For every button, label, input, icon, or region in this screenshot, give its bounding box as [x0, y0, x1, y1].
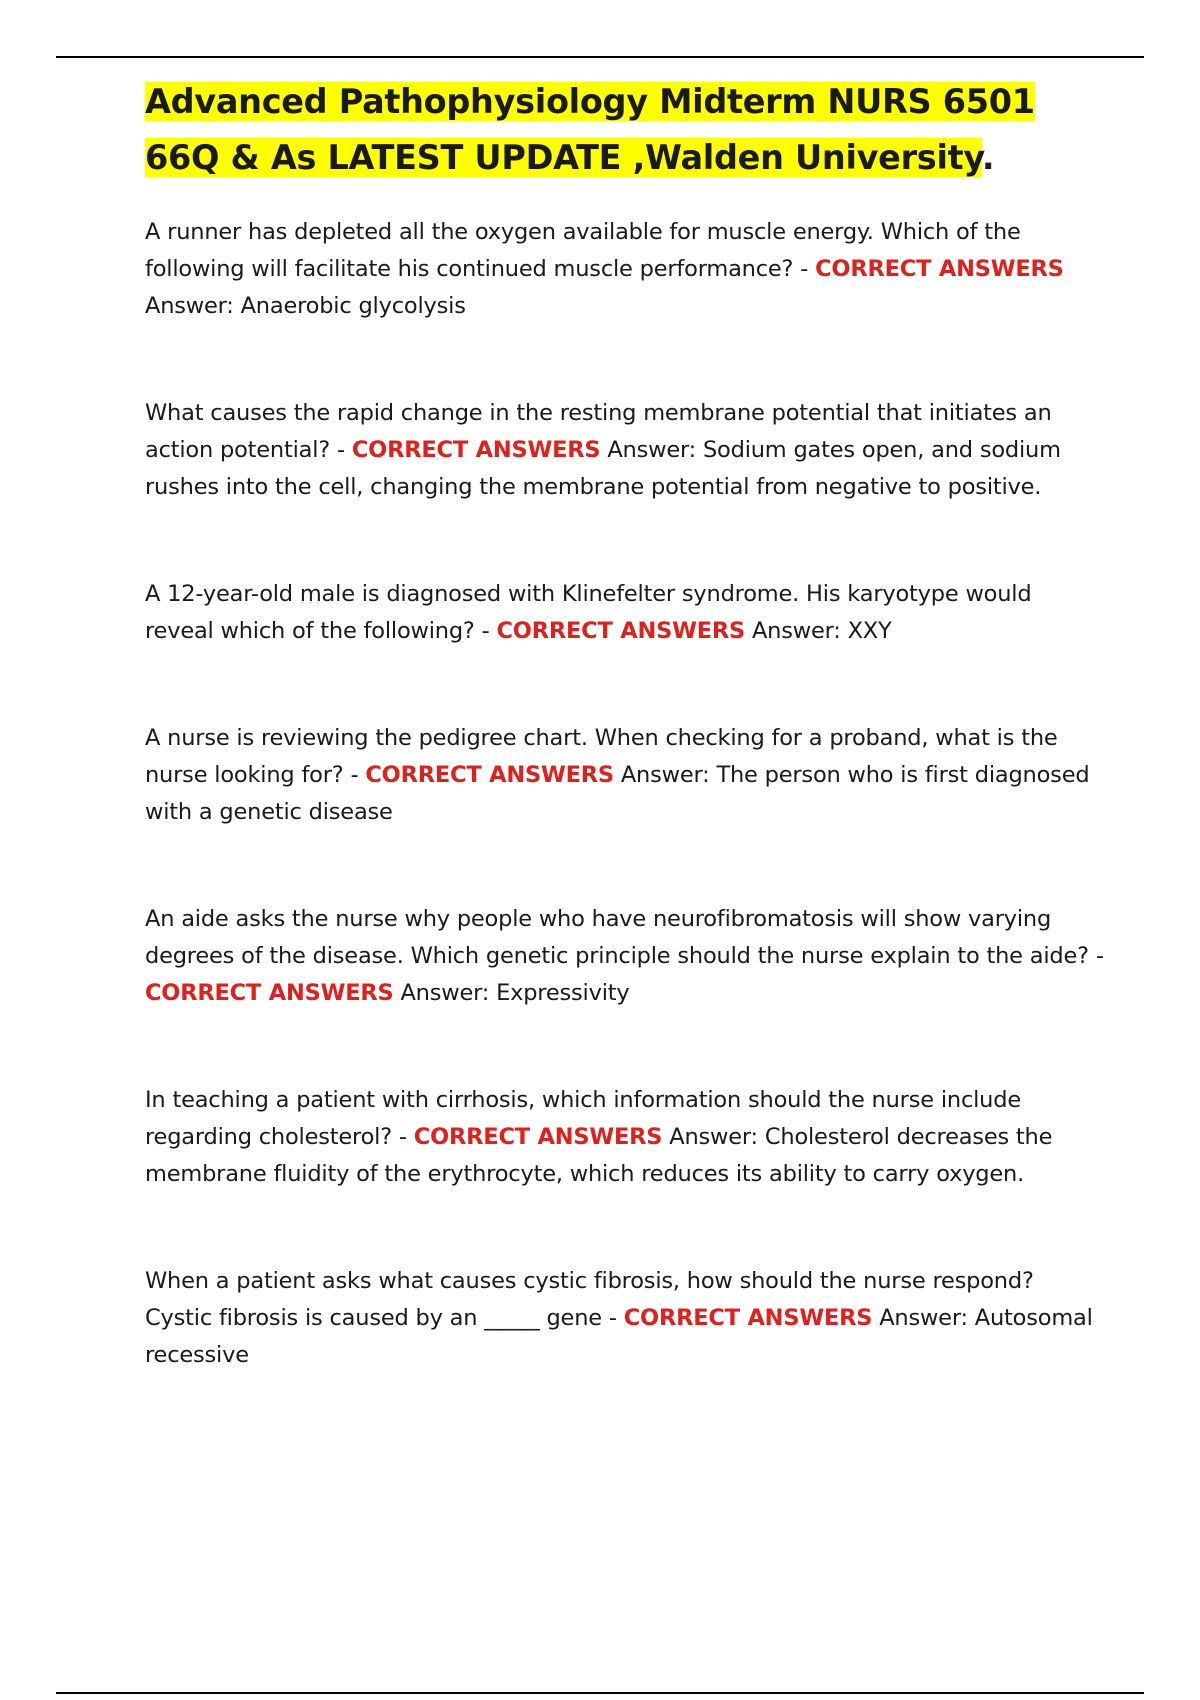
qa-item	[145, 576, 1105, 650]
question-text: When a patient asks what causes cystic fibrosis, how should the nurse respond? Cystic fibrosis is caused by an _____ gene -	[145, 1268, 1034, 1331]
answer-text: Answer: XXY	[745, 618, 892, 644]
answer-text: Answer: Anaerobic glycolysis	[145, 293, 466, 319]
answer-text: Answer: Autosomal recessive	[145, 1305, 1093, 1368]
question-text: A runner has depleted all the oxygen available for muscle energy. Which of the following will facilitate his continued muscle performance? -	[145, 219, 1021, 282]
correct-answers-label: CORRECT ANSWERS	[496, 618, 746, 644]
qa-item	[145, 901, 1105, 1012]
title-line-2: 66Q & As LATEST UPDATE ,Walden University	[145, 138, 982, 177]
qa-item	[145, 395, 1105, 506]
correct-answers-label: CORRECT ANSWERS	[815, 256, 1064, 282]
answer-text: Answer: The person who is first diagnosed with a genetic disease	[145, 762, 1090, 825]
qa-item	[145, 1263, 1105, 1374]
bottom-rule	[56, 1692, 1144, 1694]
correct-answers-label: CORRECT ANSWERS	[623, 1305, 873, 1331]
correct-answers-label: CORRECT ANSWERS	[351, 437, 601, 463]
title-line-1: Advanced Pathophysiology Midterm NURS 6501	[145, 82, 1035, 121]
qa-item	[145, 720, 1105, 831]
answer-text: Answer: Expressivity	[393, 980, 630, 1006]
title-period: .	[981, 138, 995, 177]
qa-list	[145, 214, 1105, 1374]
title-highlight	[145, 82, 1035, 177]
document-body	[145, 74, 1105, 1444]
qa-item	[145, 1082, 1105, 1193]
question-text: A 12-year-old male is diagnosed with Klinefelter syndrome. His karyotype would reveal which of the following? -	[145, 581, 1032, 644]
question-text: A nurse is reviewing the pedigree chart. When checking for a proband, what is the nurse looking for? -	[145, 725, 1058, 788]
answer-text: Answer: Cholesterol decreases the membrane fluidity of the erythrocyte, which reduces its ability to carry oxygen.	[145, 1124, 1053, 1187]
correct-answers-label: CORRECT ANSWERS	[365, 762, 614, 788]
question-text: An aide asks the nurse why people who have neurofibromatosis will show varying degrees of the disease. Which genetic principle should the nurse explain to the aide? -	[145, 906, 1104, 969]
qa-item	[145, 214, 1105, 325]
question-text: What causes the rapid change in the resting membrane potential that initiates an action potential? -	[145, 400, 1052, 463]
correct-answers-label: CORRECT ANSWERS	[145, 980, 394, 1006]
question-text: In teaching a patient with cirrhosis, which information should the nurse include regarding cholesterol? -	[145, 1087, 1021, 1150]
answer-text: Answer: Sodium gates open, and sodium rushes into the cell, changing the membrane potential from negative to positive.	[145, 437, 1061, 500]
top-rule	[56, 56, 1144, 58]
document-title	[145, 74, 1105, 186]
correct-answers-label: CORRECT ANSWERS	[413, 1124, 663, 1150]
